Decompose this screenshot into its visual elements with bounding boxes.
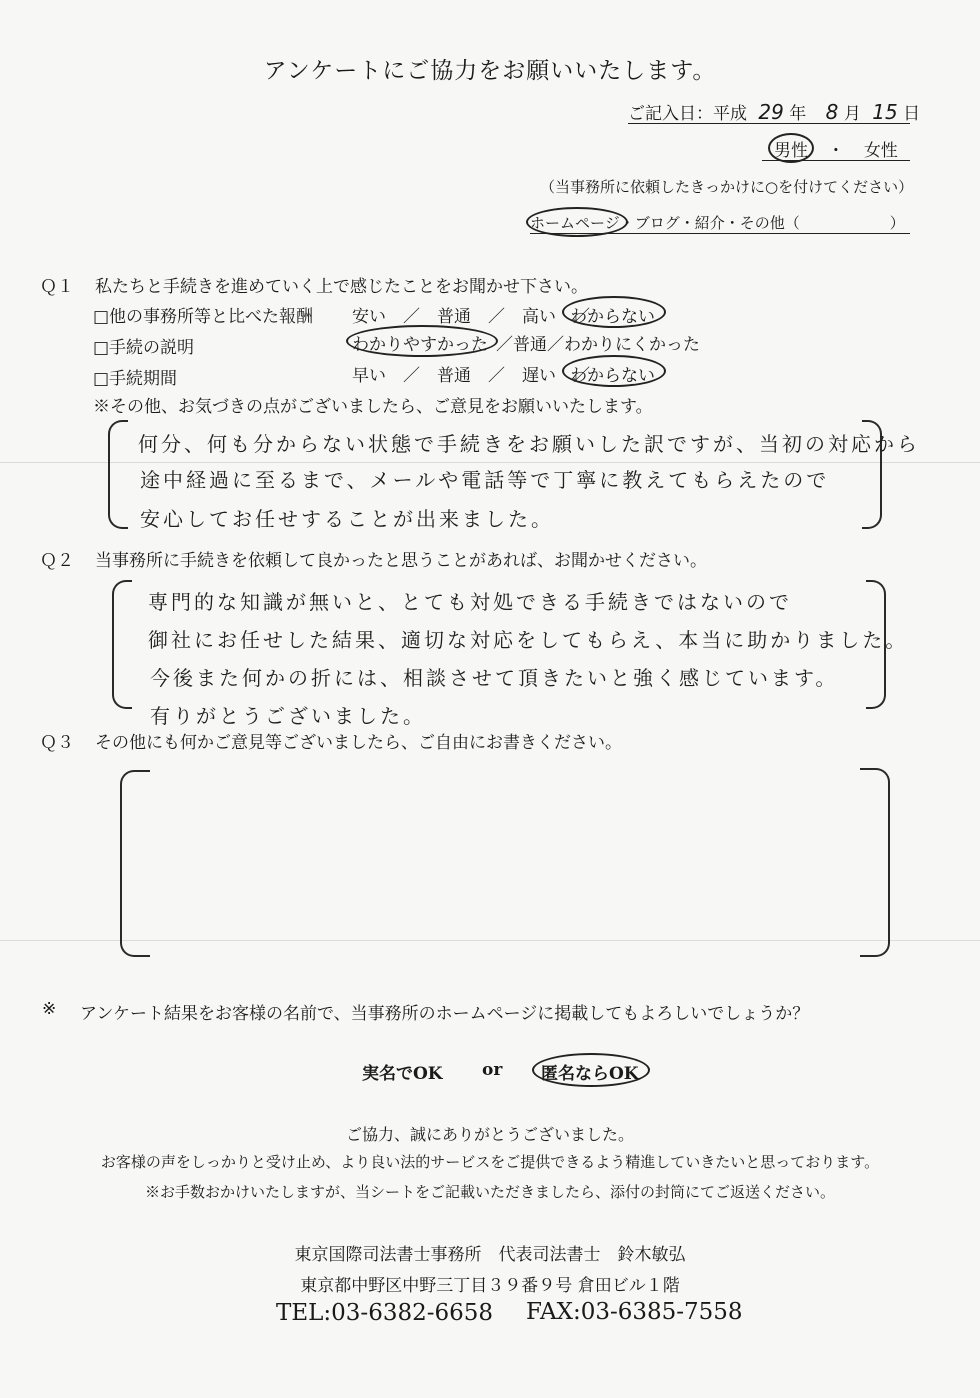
footer-tel: TEL:03-6382-6658 — [276, 1300, 494, 1326]
page-title: アンケートにご協力をお願いいたします。 — [263, 58, 717, 84]
q1-row-period-answer[interactable]: わからない — [570, 366, 655, 386]
gender-separator: ・ — [827, 141, 845, 161]
q1-row-explain-options[interactable]: ／普通／わかりにくかった — [496, 335, 700, 355]
q3-box-left — [120, 770, 150, 957]
q2-answer-line: 今後また何かの折には、相談させて頂きたいと強く感じています。 — [150, 666, 839, 690]
q2-answer-line: 有りがとうございました。 — [150, 704, 426, 728]
q1-number: Ｑ１ — [40, 277, 74, 297]
q3-question: その他にも何かご意見等ございましたら、ご自由にお書きください。 — [95, 733, 622, 753]
year-unit: 年 — [789, 104, 807, 124]
q2-answer-line: 御社にお任せした結果、適切な対応をしてもらえ、本当に助かりました。 — [148, 628, 909, 652]
date-year: 29 — [758, 100, 784, 124]
q3-number: Ｑ３ — [40, 733, 74, 753]
q2-answer-line: 専門的な知識が無いと、とても対処できる手続きではないので — [148, 590, 792, 614]
q1-row-period-options[interactable]: 早い ／ 普通 ／ 遅い ／ — [352, 366, 590, 386]
date-month: 8 — [825, 100, 839, 124]
consent-mark: ※ — [42, 999, 57, 1019]
q1-row-fee-options[interactable]: 安い ／ 普通 ／ 高い ／ — [352, 307, 590, 327]
trigger-other-options[interactable]: ・ブログ・紹介・その他（ ） — [619, 214, 905, 232]
q1-answer-line: 安心してお任せすることが出来ました。 — [140, 507, 554, 531]
consent-or: or — [482, 1060, 503, 1080]
consent-anonymous-circle — [532, 1053, 650, 1087]
q1-other-prompt: ※その他、お気づきの点がございましたら、ご意見をお願いいたします。 — [93, 397, 653, 417]
q1-row-explain-circle — [346, 325, 498, 357]
gender-male-circle — [768, 133, 814, 163]
gender-female[interactable]: 女性 — [863, 141, 898, 161]
day-unit: 日 — [903, 104, 921, 124]
trigger-homepage-circle — [526, 207, 628, 237]
closing-return-note: ※お手数おかけいたしますが、当シートをご記載いただきましたら、添付の封筒にてご返送ください。 — [144, 1183, 835, 1201]
consent-anonymous-ok[interactable]: 匿名ならOK — [541, 1064, 639, 1084]
date-day: 15 — [872, 100, 898, 124]
q1-row-fee-circle — [562, 296, 666, 328]
q1-answer-line: 何分、何も分からない状態で手続きをお願いした訳ですが、当初の対応から — [138, 432, 920, 456]
date-label: ご記入日：平成 — [628, 104, 747, 124]
q1-row-explain-answer[interactable]: わかりやすかった — [352, 335, 488, 355]
q2-number: Ｑ２ — [40, 551, 74, 571]
q1-row-fee-answer[interactable]: わからない — [570, 307, 655, 327]
q1-row-period-label: □手続期間 — [93, 369, 178, 389]
closing-thanks: ご協力、誠にありがとうございました。 — [345, 1125, 634, 1144]
date-line — [628, 99, 921, 124]
consent-real-name-ok[interactable]: 実名でOK — [362, 1064, 443, 1084]
footer-fax: FAX:03-6385-7558 — [526, 1299, 743, 1325]
trigger-homepage[interactable]: ホームページ — [530, 214, 620, 232]
q1-row-explain-label: □手続の説明 — [93, 338, 195, 358]
trigger-note: （当事務所に依頼したきっかけに○を付けてください） — [540, 178, 914, 196]
footer-office: 東京国際司法書士事務所 代表司法書士 鈴木敏弘 — [294, 1245, 686, 1265]
q2-box-left — [112, 580, 132, 709]
q3-box-right — [860, 768, 890, 957]
consent-question: アンケート結果をお客様の名前で、当事務所のホームページに掲載してもよろしいでしょうか？ — [80, 1004, 810, 1024]
footer-address: 東京都中野区中野三丁目３９番９号 倉田ビル１階 — [300, 1276, 680, 1296]
q1-row-fee-label: □他の事務所等と比べた報酬 — [93, 307, 314, 327]
q1-question: 私たちと手続きを進めていく上で感じたことをお聞かせ下さい。 — [95, 277, 588, 297]
q1-answer-line: 途中経過に至るまで、メールや電話等で丁寧に教えてもらえたので — [140, 468, 830, 492]
closing-message: お客様の声をしっかりと受け止め、より良い法的サービスをご提供できるよう精進していきたいと思っております。 — [100, 1153, 880, 1171]
fold-line — [0, 462, 980, 463]
q1-row-period-circle — [562, 355, 666, 387]
q2-question: 当事務所に手続きを依頼して良かったと思うことがあれば、お聞かせください。 — [95, 551, 707, 571]
month-unit: 月 — [843, 104, 861, 124]
q1-box-left — [108, 420, 128, 529]
gender-male[interactable]: 男性 — [774, 141, 808, 161]
